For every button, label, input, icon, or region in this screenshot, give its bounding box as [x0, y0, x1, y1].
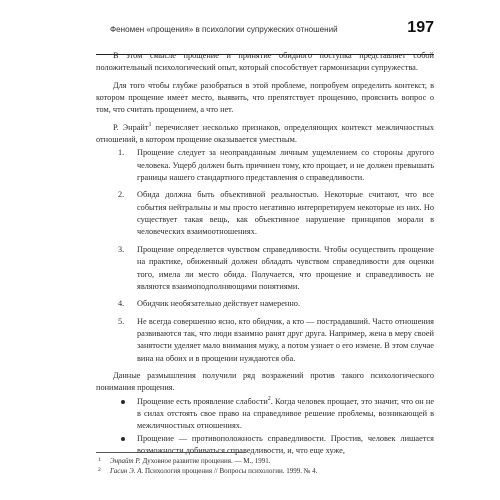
list-item [96, 189, 434, 238]
footnote-2 [96, 466, 434, 476]
page-number: 197 [407, 19, 434, 36]
list-item [96, 147, 434, 184]
paragraph-4: Данные размышления получили ряд возражений против такого психологического понимания прощения. [96, 370, 434, 393]
list-item [96, 298, 434, 310]
footnote-author: Энрайт Р. [110, 457, 141, 465]
paragraph-3-author: Р. Энрайт [113, 122, 149, 132]
list-item-text: Прощение следует за неоправданным личным ущемлением со стороны другого человека. Ущерб должен быть причинен тому, кто прощает, и не должен превышать границы нашего стандартного представления о справедливости. [137, 148, 434, 183]
footnote-number: 1 [98, 457, 101, 463]
list-item-text: Обида должна быть объективной реальностью. Некоторые считают, что все события нейтральны и мы просто негативно интерпретируем некоторые из них. Но существует такая вещь, как объективное нарушение принципов морали в человеческих взаимоотношениях. [137, 190, 434, 237]
footnote-author: Гасин Э. А. [110, 467, 144, 475]
footnote-ref-2[interactable]: 2 [267, 395, 271, 402]
footnotes [96, 456, 434, 476]
list-item-text: Обидчик необязательно действует намеренно. [137, 299, 301, 309]
paragraph-2: Для того чтобы глубже разобраться в этой проблеме, попробуем определить контекст, в котором прощение имеет место, выявить, что препятствует прощению, прояснить вопрос о том, что считать прощением, а что нет. [96, 80, 434, 115]
list-item-number: 2. [118, 190, 125, 200]
list-item-text: Прощение определяется чувством справедливости. Чтобы осуществить прощение на практике, обиженный должен обладать чувством справедливости для оценки того, имела ли место обида. Получается, что прощение и справедливость не являются взаимоподполняющими понятиями. [137, 244, 434, 291]
footnote-ref-1[interactable]: 1 [148, 121, 152, 128]
list-item [96, 316, 434, 365]
main-text [96, 50, 434, 457]
objections-list [96, 396, 434, 458]
paragraph-3 [96, 122, 434, 147]
bullet-text-end: . Когда человек прощает, это значит, что он не в силах отстоять свое право на справедливое решение проблемы, возникающей в межличностных отношениях. [137, 396, 435, 431]
bullet-text-start: Прощение есть проявление слабости [137, 396, 268, 406]
bullet-dot-icon [121, 400, 125, 404]
list-item [96, 244, 434, 293]
footnote-1 [96, 456, 434, 466]
footnote-number: 2 [98, 467, 101, 473]
bullet-text-start: Прощение — противоположность справедливости. Простив, человек лишается возможности добиваться справедливости, и, что еще хуже, [137, 433, 434, 455]
list-item-number: 5. [118, 316, 125, 326]
footnote-source: Психология прощения // Вопросы психологии. 1999. № 4. [143, 467, 318, 475]
footnote-source: Духовное развитие прощения. — М., 1991. [140, 457, 271, 465]
footnote-divider [96, 452, 246, 453]
paragraph-1: В этом смысле прощение и принятие обидного поступка представляет собой положительный психологический опыт, который способствует гармонизации супружества. [96, 51, 434, 73]
list-item-number: 4. [118, 299, 125, 309]
bullet-item [96, 396, 434, 433]
bullet-item [96, 433, 434, 458]
list-item-text: Не всегда совершенно ясно, кто обидчик, а кто — пострадавший. Часто отношения развиваются так, что люди взаимно ранят друг друга. Например, жена в меру своей занятости уделяет мало внимания мужу, а потом узнает о его измене. В этом случае вина на обоих и в прощении нуждаются оба. [137, 316, 434, 363]
list-item-number: 1. [118, 148, 125, 158]
running-header-title: Феномен «прощения» в психологии супружеских отношений [110, 25, 338, 34]
criteria-list [96, 147, 434, 365]
bullet-dot-icon [121, 437, 125, 441]
list-item-number: 3. [118, 244, 125, 254]
paragraph-3-text: перечисляет несколько признаков, определяющих контекст межличностных отношений, в котором прощение оказывается уместным. [96, 122, 434, 145]
